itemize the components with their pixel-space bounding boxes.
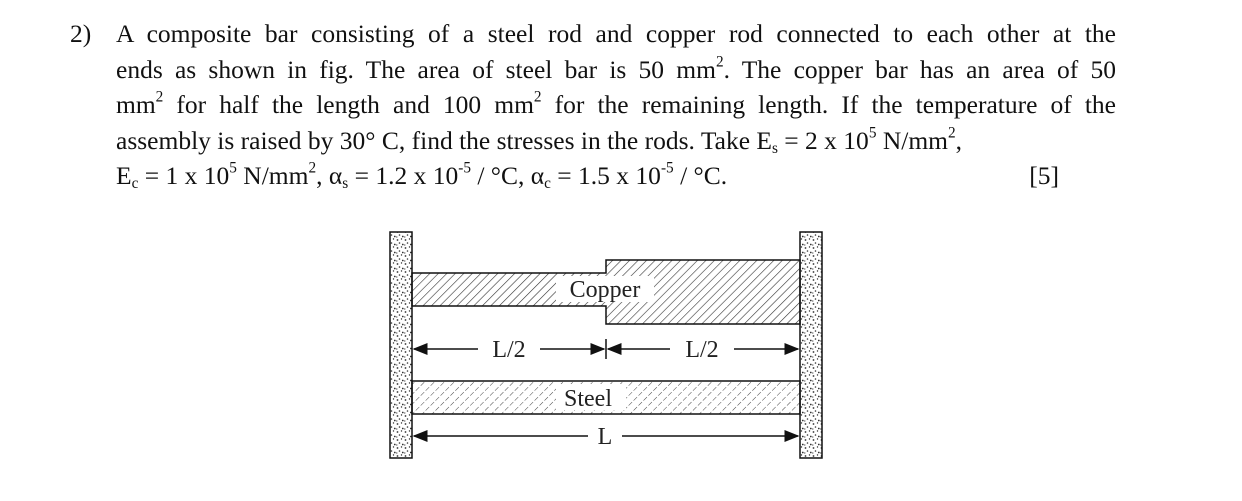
copper-label: Copper <box>569 277 641 303</box>
half-length-dimension <box>414 337 798 363</box>
question-line-2: ends as shown in fig. The area of steel bar is 50 $mm^2$. The copper bar has an area of 50 <box>116 53 1116 84</box>
composite-bar-figure <box>388 230 824 462</box>
question-line-3: $mm^2$ for half the length and 100 $mm^2$ for the remaining length. If the temperature of the <box>116 88 1116 119</box>
question-text <box>116 16 1116 194</box>
question-number: 2) <box>70 19 92 48</box>
total-length-label: L <box>597 424 613 450</box>
left-half-length-label: L/2 <box>492 337 526 363</box>
question-line-1: A composite bar consisting of a steel rod and copper rod connected to each other at the <box>116 19 1116 48</box>
steel-label: Steel <box>564 386 612 412</box>
right-half-length-label: L/2 <box>685 337 719 363</box>
marks-label: [5] <box>1029 161 1059 190</box>
question-line-4: assembly is raised by 30° C, find the stresses in the rods. Take $E_s = 2$ x $10^5$ $N/mm^2$, <box>116 124 963 157</box>
right-wall <box>800 232 822 458</box>
question-line-5: $E_c = 1$ x $10^5$ $N/mm^2$, $\alpha_s = 1.2$ x $10^{-5} / ^\circ C$, $\alpha_c = 1.5$ x $10^{-5} / ^\circ C$. [5] <box>116 159 1059 192</box>
left-wall <box>390 232 412 458</box>
total-length-dimension <box>414 424 798 450</box>
